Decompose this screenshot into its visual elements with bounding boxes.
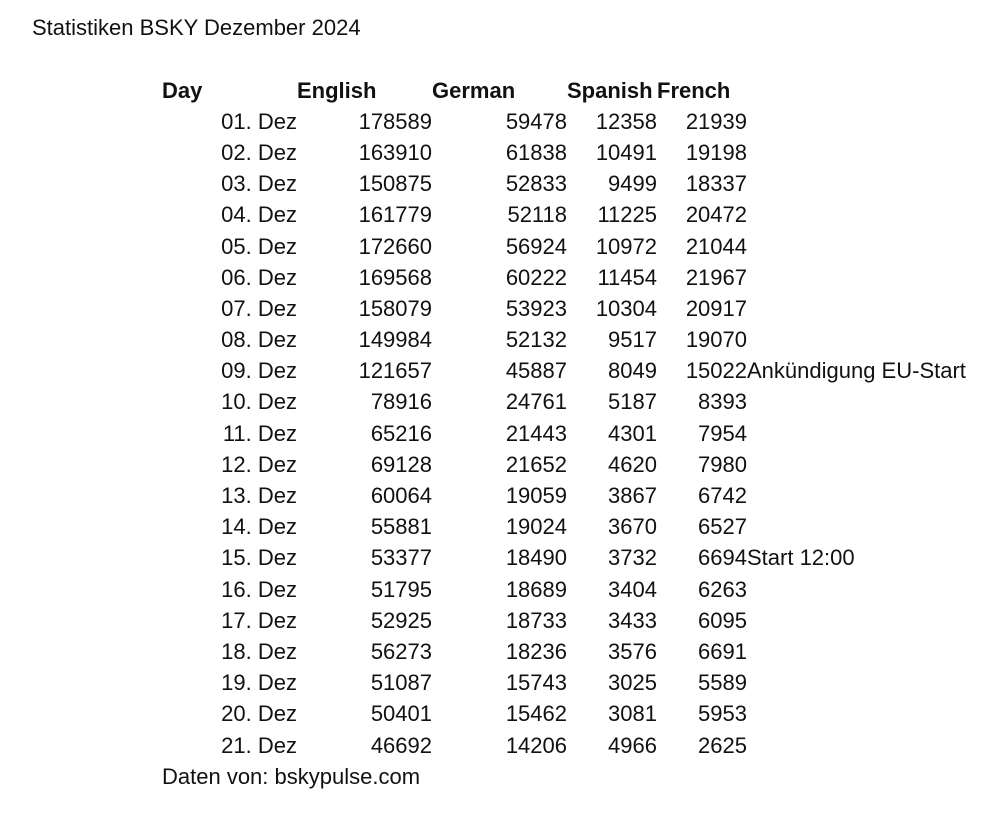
cell-day: 12. Dez — [221, 451, 297, 477]
cell-english: 52925 — [370, 607, 432, 633]
cell-english: 51795 — [370, 576, 432, 602]
cell-german: 15462 — [505, 701, 567, 727]
cell-french: 19198 — [685, 139, 747, 165]
cell-german: 15743 — [505, 670, 567, 696]
cell-day: 09. Dez — [221, 358, 297, 384]
table-row — [162, 387, 997, 418]
cell-day: 13. Dez — [221, 483, 297, 509]
cell-french: 21044 — [685, 233, 747, 259]
column-header-german: German — [432, 77, 516, 103]
cell-french: 21939 — [685, 108, 747, 134]
cell-note — [747, 106, 997, 137]
cell-day: 10. Dez — [221, 389, 297, 415]
cell-day: 01. Dez — [221, 108, 297, 134]
cell-spanish: 10304 — [595, 295, 657, 321]
cell-german: 52833 — [505, 171, 567, 197]
cell-spanish: 3081 — [608, 701, 657, 727]
table-row — [162, 325, 997, 356]
cell-day: 11. Dez — [222, 420, 297, 446]
column-header-spanish: Spanish — [567, 77, 653, 103]
table-row — [162, 449, 997, 480]
cell-spanish: 9499 — [608, 171, 657, 197]
cell-german: 14206 — [505, 732, 567, 758]
cell-french: 6527 — [698, 514, 747, 540]
table-row — [162, 574, 997, 605]
cell-german: 24761 — [505, 389, 567, 415]
table-row — [162, 699, 997, 730]
cell-note — [747, 449, 997, 480]
cell-german: 52118 — [507, 202, 567, 228]
cell-french: 15022 — [685, 358, 747, 384]
table-row — [162, 231, 997, 262]
cell-german: 19024 — [505, 514, 567, 540]
table-row — [162, 137, 997, 168]
cell-day: 15. Dez — [221, 545, 297, 571]
table-row — [162, 636, 997, 667]
cell-german: 21443 — [505, 420, 567, 446]
cell-day: 04. Dez — [221, 202, 297, 228]
table-row — [162, 293, 997, 324]
cell-german: 18733 — [505, 607, 567, 633]
cell-french: 6095 — [698, 607, 747, 633]
cell-french: 8393 — [698, 389, 747, 415]
cell-german: 19059 — [505, 483, 567, 509]
source-row — [162, 761, 997, 792]
cell-french: 18337 — [685, 171, 747, 197]
table-row — [162, 668, 997, 699]
cell-note — [747, 730, 997, 761]
cell-english: 178589 — [358, 108, 432, 134]
cell-day: 06. Dez — [221, 264, 297, 290]
cell-spanish: 3404 — [608, 576, 657, 602]
cell-french: 6742 — [698, 483, 747, 509]
table-body — [162, 106, 997, 761]
cell-note — [747, 418, 997, 449]
table-row — [162, 418, 997, 449]
cell-german: 53923 — [505, 295, 567, 321]
column-header-day: Day — [162, 77, 203, 103]
cell-english: 78916 — [370, 389, 432, 415]
table-row — [162, 356, 997, 387]
page-title: Statistiken BSKY Dezember 2024 — [32, 15, 361, 40]
table-row — [162, 106, 997, 137]
cell-spanish: 12358 — [595, 108, 657, 134]
table-row — [162, 200, 997, 231]
cell-english: 65216 — [370, 420, 432, 446]
cell-german: 18689 — [505, 576, 567, 602]
cell-french: 2625 — [698, 732, 747, 758]
cell-spanish: 11454 — [597, 264, 657, 290]
cell-note — [747, 200, 997, 231]
column-header-english: English — [297, 77, 377, 103]
cell-day: 14. Dez — [221, 514, 297, 540]
cell-note: Ankündigung EU-Start — [747, 358, 966, 384]
cell-english: 51087 — [370, 670, 432, 696]
cell-spanish: 3025 — [608, 670, 657, 696]
cell-french: 7954 — [698, 420, 747, 446]
statistics-table — [162, 75, 997, 792]
cell-french: 5589 — [698, 670, 747, 696]
cell-day: 20. Dez — [221, 701, 297, 727]
cell-day: 18. Dez — [221, 638, 297, 664]
table-row — [162, 730, 997, 761]
cell-french: 7980 — [698, 451, 747, 477]
cell-spanish: 11225 — [597, 202, 657, 228]
cell-french: 20472 — [685, 202, 747, 228]
table-row — [162, 605, 997, 636]
cell-english: 149984 — [358, 327, 432, 353]
cell-day: 16. Dez — [221, 576, 297, 602]
cell-note — [747, 699, 997, 730]
data-source: Daten von: bskypulse.com — [162, 763, 421, 789]
cell-note — [747, 668, 997, 699]
cell-spanish: 5187 — [608, 389, 657, 415]
cell-english: 161779 — [358, 202, 432, 228]
cell-spanish: 4966 — [608, 732, 657, 758]
cell-day: 07. Dez — [221, 295, 297, 321]
cell-spanish: 3576 — [608, 638, 657, 664]
cell-german: 61838 — [505, 139, 567, 165]
cell-french: 19070 — [685, 327, 747, 353]
cell-spanish: 10972 — [595, 233, 657, 259]
cell-english: 55881 — [370, 514, 432, 540]
cell-german: 18236 — [505, 638, 567, 664]
cell-german: 56924 — [505, 233, 567, 259]
cell-german: 60222 — [505, 264, 567, 290]
cell-day: 19. Dez — [221, 670, 297, 696]
cell-spanish: 3433 — [608, 607, 657, 633]
cell-spanish: 10491 — [595, 139, 657, 165]
cell-note — [747, 574, 997, 605]
column-header-french: French — [657, 77, 731, 103]
cell-spanish: 4301 — [608, 420, 657, 446]
cell-note — [747, 605, 997, 636]
cell-german: 52132 — [505, 327, 567, 353]
cell-note — [747, 387, 997, 418]
table-row — [162, 262, 997, 293]
cell-day: 08. Dez — [221, 327, 297, 353]
cell-note — [747, 636, 997, 667]
cell-english: 53377 — [370, 545, 432, 571]
cell-spanish: 3867 — [608, 483, 657, 509]
table-row — [162, 512, 997, 543]
cell-english: 172660 — [358, 233, 432, 259]
cell-note — [747, 169, 997, 200]
cell-english: 46692 — [370, 732, 432, 758]
cell-english: 50401 — [370, 701, 432, 727]
cell-day: 17. Dez — [221, 607, 297, 633]
cell-german: 59478 — [505, 108, 567, 134]
table-row — [162, 480, 997, 511]
cell-english: 60064 — [370, 483, 432, 509]
cell-english: 56273 — [370, 638, 432, 664]
cell-german: 45887 — [505, 358, 567, 384]
cell-english: 150875 — [358, 171, 432, 197]
table-row — [162, 169, 997, 200]
cell-note — [747, 262, 997, 293]
header-row — [162, 75, 997, 106]
cell-note — [747, 325, 997, 356]
cell-spanish: 4620 — [608, 451, 657, 477]
cell-note — [747, 512, 997, 543]
cell-german: 21652 — [505, 451, 567, 477]
cell-spanish: 3670 — [608, 514, 657, 540]
cell-french: 21967 — [685, 264, 747, 290]
column-header-note — [747, 75, 997, 106]
cell-french: 20917 — [685, 295, 747, 321]
cell-english: 169568 — [358, 264, 432, 290]
table-row — [162, 543, 997, 574]
cell-spanish: 9517 — [608, 327, 657, 353]
cell-spanish: 3732 — [608, 545, 657, 571]
cell-french: 6694 — [698, 545, 747, 571]
cell-note: Start 12:00 — [747, 545, 855, 571]
cell-note — [747, 480, 997, 511]
cell-french: 5953 — [698, 701, 747, 727]
cell-day: 03. Dez — [221, 171, 297, 197]
cell-note — [747, 231, 997, 262]
cell-french: 6263 — [698, 576, 747, 602]
cell-french: 6691 — [698, 638, 747, 664]
cell-note — [747, 293, 997, 324]
cell-english: 69128 — [370, 451, 432, 477]
cell-german: 18490 — [505, 545, 567, 571]
cell-english: 121657 — [358, 358, 432, 384]
cell-day: 02. Dez — [221, 139, 297, 165]
cell-spanish: 8049 — [608, 358, 657, 384]
cell-english: 158079 — [358, 295, 432, 321]
cell-day: 21. Dez — [221, 732, 297, 758]
cell-english: 163910 — [358, 139, 432, 165]
cell-note — [747, 137, 997, 168]
cell-day: 05. Dez — [221, 233, 297, 259]
